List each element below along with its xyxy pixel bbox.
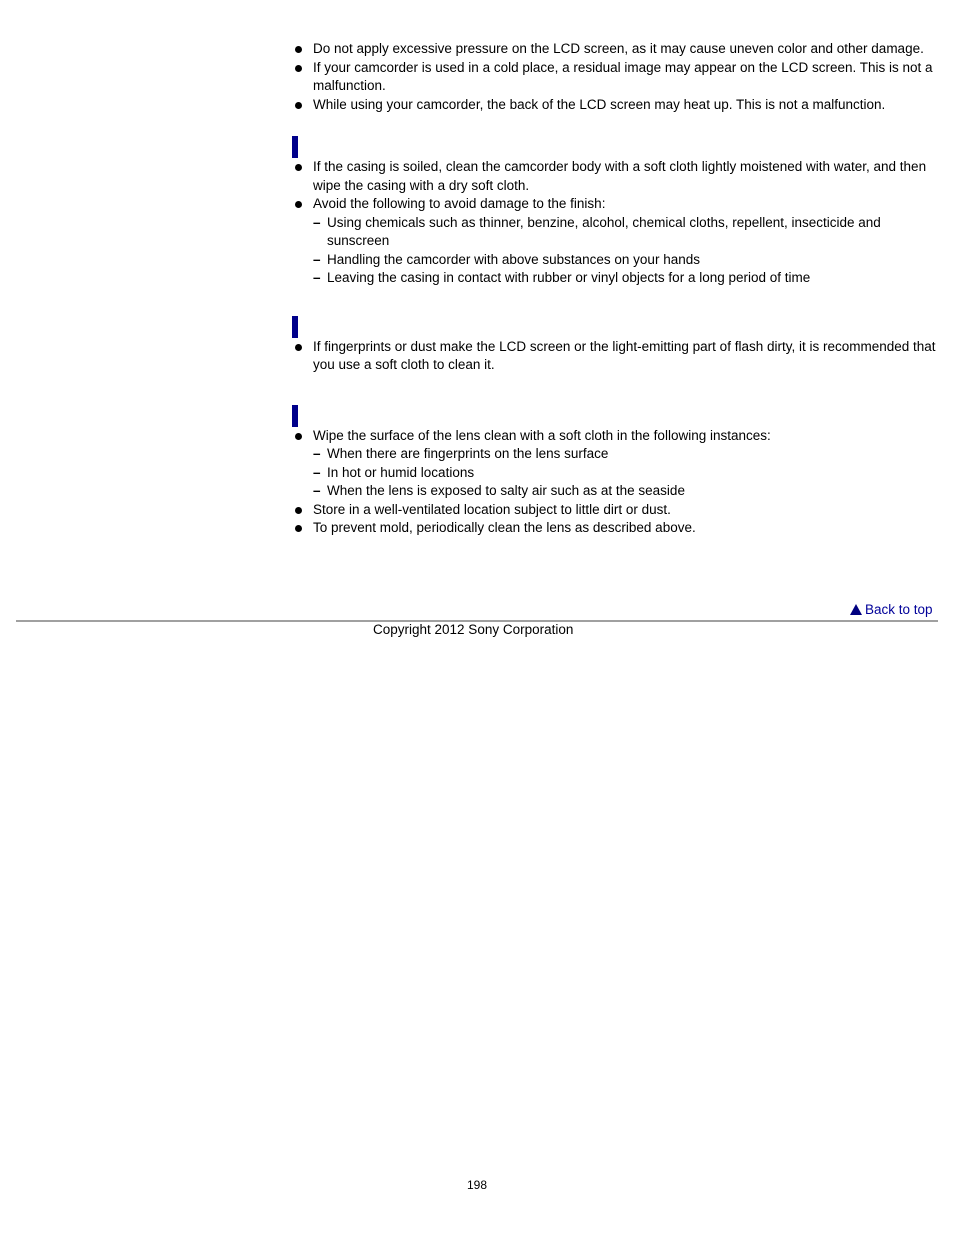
list-item-text: To prevent mold, periodically clean the lens as described above. [313,520,696,535]
list-item-text: If your camcorder is used in a cold place, a residual image may appear on the LCD screen. This is not a malfunction. [313,59,933,93]
copyright-text: Copyright 2012 Sony Corporation [373,622,574,637]
list-item-text: If the casing is soiled, clean the camcorder body with a soft cloth lightly moistened with water, and then wipe the casing with a dry soft cloth. [313,159,927,193]
dash-icon: – [313,251,321,267]
list-item-text: Wipe the surface of the lens clean with a soft cloth in the following instances: [313,427,771,443]
list-item-text: Avoid the following to avoid damage to the finish: [313,196,606,211]
dash-icon: – [313,446,321,461]
back-to-top-link[interactable] [850,602,933,618]
sublist-item-text: When the lens is exposed to salty air such as at the seaside [327,483,685,498]
sublist-item-text: When there are fingerprints on the lens surface [327,446,609,461]
sublist-item-text: Leaving the casing in contact with rubber or vinyl objects for a long period of time [327,270,811,285]
list-item [292,59,938,96]
up-triangle-icon [850,604,862,615]
list-item-text: If fingerprints or dust make the LCD screen or the light-emitting part of flash dirty, it is recommended that you use a soft cloth to clean it. [313,338,936,372]
lens-sublist [313,445,938,501]
sublist-item-text: Using chemicals such as thinner, benzine, alcohol, chemical cloths, repellent, insecticide and sunscreen [327,214,881,248]
list-item [292,40,938,59]
lens-list [292,427,938,538]
list-item [292,195,938,288]
section-marker [292,136,298,158]
sublist-item [313,445,938,464]
bullet-dot-icon [295,201,302,208]
bullet-dot-icon [295,344,302,351]
casing-list [292,158,938,288]
list-item [292,501,938,520]
sublist-item [313,269,938,288]
list-item [292,519,938,538]
sublist-item [313,251,938,270]
dash-icon: – [313,483,321,498]
section-marker [292,316,298,338]
list-item [292,158,938,195]
list-item-text: Store in a well-ventilated location subject to little dirt or dust. [313,501,671,517]
bullet-dot-icon [295,65,302,72]
section-marker [292,405,298,427]
dash-icon: – [313,270,321,285]
sublist-item-text: In hot or humid locations [327,464,475,480]
dash-icon: – [313,464,321,480]
main-content [292,40,938,538]
sublist-item-text: Handling the camcorder with above substances on your hands [327,251,700,267]
sublist-item [313,482,938,501]
list-item-text: Do not apply excessive pressure on the LCD screen, as it may cause uneven color and other damage. [313,41,924,56]
list-item [292,338,938,375]
casing-sublist [313,214,938,288]
dash-icon: – [313,214,321,230]
bullet-dot-icon [295,102,302,109]
bullet-dot-icon [295,46,302,53]
page-number: 198 [466,1178,488,1192]
sublist-item [313,464,938,483]
bullet-dot-icon [295,507,302,514]
back-to-top-label: Back to top [865,602,933,617]
list-item [292,96,938,115]
bullet-dot-icon [295,525,302,532]
lcd-care-list [292,338,938,375]
bullet-dot-icon [295,164,302,171]
list-item [292,427,938,501]
sublist-item [313,214,938,251]
bullet-dot-icon [295,433,302,440]
lcd-screen-list [292,40,938,114]
list-item-text: While using your camcorder, the back of the LCD screen may heat up. This is not a malfunction. [313,96,886,112]
